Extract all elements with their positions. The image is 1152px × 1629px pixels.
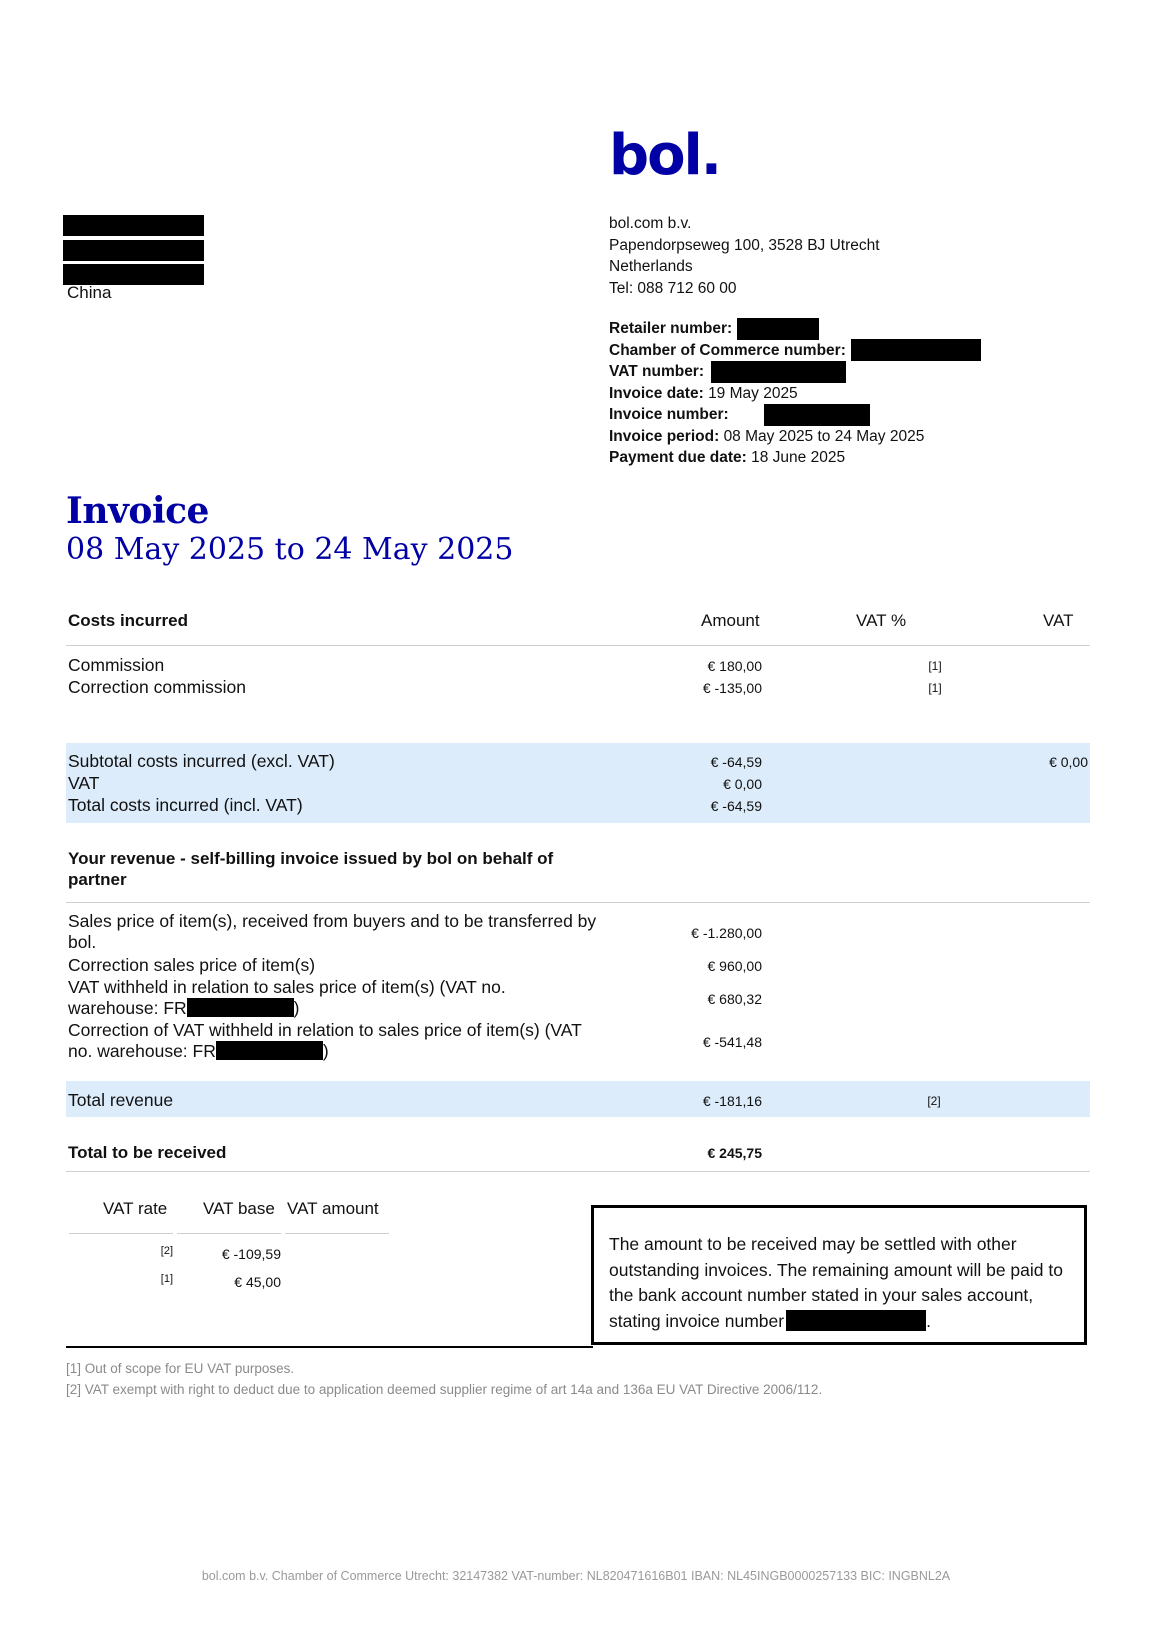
vat-section-bottom-rule xyxy=(66,1346,593,1348)
col-vat-pct-header: VAT % xyxy=(856,611,907,630)
subtotal-label: Subtotal costs incurred (excl. VAT) xyxy=(68,751,335,771)
total-received-label: Total to be received xyxy=(68,1143,227,1162)
company-street: Papendorpseweg 100, 3528 BJ Utrecht xyxy=(609,236,880,254)
redacted-vat-warehouse xyxy=(187,998,294,1017)
total-revenue-label: Total revenue xyxy=(68,1090,174,1110)
invoice-date-value: 19 May 2025 xyxy=(708,384,798,402)
invoice-period-value: 08 May 2025 to 24 May 2025 xyxy=(723,427,925,445)
vat-amount-header: VAT amount xyxy=(287,1199,379,1218)
total-received-amount: € 245,75 xyxy=(707,1145,762,1161)
invoice-period-heading: 08 May 2025 to 24 May 2025 xyxy=(66,532,514,567)
redacted-retailer-number xyxy=(737,318,819,340)
vat-table-base: € 45,00 xyxy=(234,1274,281,1290)
redacted-recipient-line-2 xyxy=(63,240,204,261)
cost-row-ref: [1] xyxy=(928,659,942,673)
company-tel: Tel: 088 712 60 00 xyxy=(609,279,737,297)
revenue-row-label: VAT withheld in relation to sales price of item(s) (VAT no. warehouse: FR ) xyxy=(68,977,506,1018)
costs-header-rule xyxy=(66,645,1090,646)
total-revenue-amount: € -181,16 xyxy=(702,1093,762,1109)
subtotal-amount: € -64,59 xyxy=(710,754,762,770)
company-name: bol.com b.v. xyxy=(609,215,692,232)
page-footer: bol.com b.v. Chamber of Commerce Utrecht: 32147382 VAT-number: NL820471616B01 IBAN: NL45INGB0000257133 BIC: INGBNL2A xyxy=(201,1569,951,1583)
total-costs-label: Total costs incurred (incl. VAT) xyxy=(68,795,303,815)
vat-base-header: VAT base xyxy=(203,1199,275,1218)
invoice-period-label: Invoice period: xyxy=(609,427,720,445)
vat-rate-header: VAT rate xyxy=(103,1199,168,1218)
payment-due-label: Payment due date: xyxy=(609,449,747,466)
redacted-invoice-number-note xyxy=(786,1310,926,1331)
settlement-note-box: The amount to be received may be settled with other outstanding invoices. The remaining amount will be paid to the bank account number stated in your sales account, stating invoice number . xyxy=(591,1205,1087,1345)
cost-row-label: Correction commission xyxy=(68,677,246,697)
company-country: Netherlands xyxy=(609,258,693,275)
cost-row-ref: [1] xyxy=(928,681,942,695)
revenue-row-amount: € 960,00 xyxy=(707,958,762,974)
coc-number-label: Chamber of Commerce number: xyxy=(609,341,846,359)
col-vat-header: VAT xyxy=(1043,611,1074,630)
footnote-1: [1] Out of scope for EU VAT purposes. xyxy=(66,1361,295,1376)
redacted-invoice-number xyxy=(764,404,870,426)
invoice-date-label: Invoice date: xyxy=(609,384,704,402)
revenue-row-amount: € -541,48 xyxy=(702,1034,762,1050)
vat-amount: € 0,00 xyxy=(723,776,762,792)
vat-table-rate: [1] xyxy=(160,1273,173,1285)
invoice-title: Invoice xyxy=(66,490,209,532)
redacted-recipient-line-3 xyxy=(63,264,204,285)
revenue-header-rule xyxy=(66,902,1090,903)
redacted-vat-warehouse xyxy=(216,1041,323,1060)
col-amount-header: Amount xyxy=(701,611,760,630)
bol-logo: bol. xyxy=(609,123,721,188)
revenue-row-amount: € 680,32 xyxy=(707,991,762,1007)
settlement-note-text: The amount to be received may be settled with other outstanding invoices. The remaining amount will be paid to the bank account number stated in your sales account, stating invoice number xyxy=(609,1234,1063,1331)
payment-due-value: 18 June 2025 xyxy=(751,449,846,466)
subtotal-vat: € 0,00 xyxy=(1049,754,1088,770)
cost-row-label: Commission xyxy=(68,655,165,675)
total-revenue-ref: [2] xyxy=(927,1094,941,1108)
company-address xyxy=(609,213,880,299)
invoice-number-label: Invoice number: xyxy=(609,406,729,423)
vat-table-rate: [2] xyxy=(160,1245,173,1257)
redacted-recipient-line-1 xyxy=(63,215,204,236)
revenue-heading: Your revenue - self-billing invoice issued by bol on behalf of partner xyxy=(68,849,554,889)
revenue-row-amount: € -1.280,00 xyxy=(691,925,762,941)
grand-total-rule xyxy=(66,1171,1090,1172)
cost-row-amount: € -135,00 xyxy=(702,680,762,696)
costs-heading: Costs incurred xyxy=(68,611,188,630)
revenue-row-label: Correction sales price of item(s) xyxy=(68,955,316,975)
vat-rate-rule xyxy=(69,1233,173,1234)
vat-base-rule xyxy=(177,1233,281,1234)
recipient-country: China xyxy=(67,283,112,302)
retailer-number-label: Retailer number: xyxy=(609,320,733,337)
total-costs-amount: € -64,59 xyxy=(710,798,762,814)
redacted-coc-number xyxy=(851,339,981,361)
footnote-2: [2] VAT exempt with right to deduct due to application deemed supplier regime of art 14a and 136a EU VAT Directive 2006/112. xyxy=(66,1382,823,1397)
revenue-row-label: Sales price of item(s), received from buyers and to be transferred by bol. xyxy=(68,911,597,952)
vat-number-label: VAT number: xyxy=(609,363,705,380)
redacted-vat-number xyxy=(711,361,846,383)
vat-table-base: € -109,59 xyxy=(221,1246,281,1262)
revenue-row-label: Correction of VAT withheld in relation to sales price of item(s) (VAT no. warehouse: FR ) xyxy=(68,1020,582,1061)
vat-amount-rule xyxy=(285,1233,389,1234)
cost-row-amount: € 180,00 xyxy=(707,658,762,674)
vat-label: VAT xyxy=(68,773,100,793)
